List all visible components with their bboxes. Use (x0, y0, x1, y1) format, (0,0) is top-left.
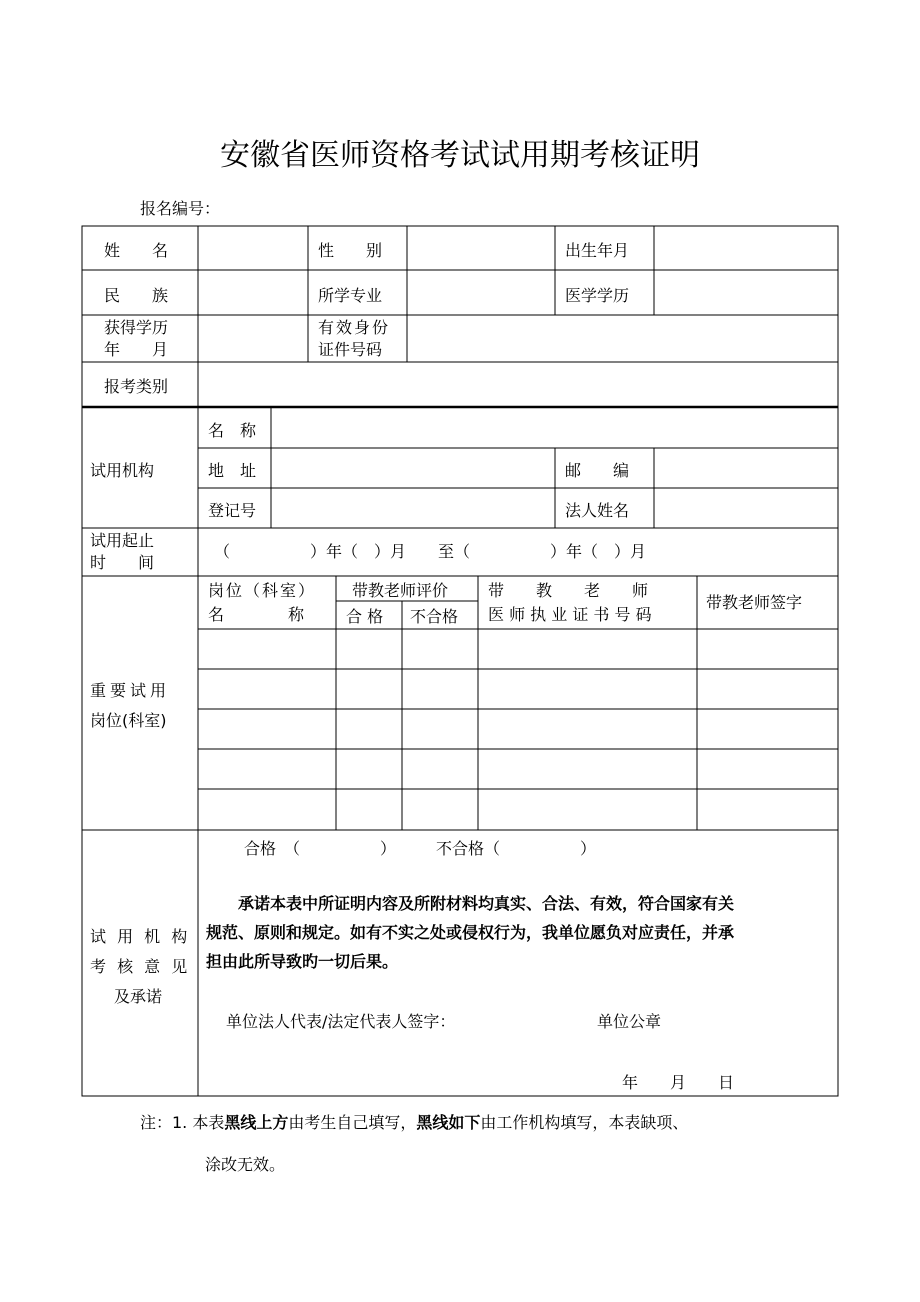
footnote (140, 1110, 688, 1133)
label-degree-time-2: 年 月 (104, 340, 169, 359)
label-posts-2: 岗位(科室) (90, 711, 167, 730)
note-bold-2: 黑线如下 (416, 1113, 481, 1132)
label-legal: 法人姓名 (565, 501, 630, 520)
label-name: 姓 名 (104, 241, 169, 260)
page-title: 安徽省医师资格考试试用期考核证明 (220, 138, 700, 173)
label-org-reg: 登记号 (208, 501, 257, 520)
col-post-2: 名 称 (208, 605, 305, 624)
note-suffix: 由工作机构填写，本表缺项、 (480, 1113, 689, 1132)
col-fail: 不合格 (410, 607, 459, 626)
label-education: 医学学历 (565, 286, 630, 305)
label-exam-type: 报考类别 (104, 377, 169, 396)
form-border (82, 226, 838, 1096)
label-opinion-2: 考 核 意 见 (90, 957, 191, 976)
label-postcode: 邮 编 (565, 461, 630, 480)
date-label: 年 月 日 (622, 1073, 735, 1092)
label-posts-1: 重要试用 (90, 681, 171, 700)
label-org-address: 地 址 (208, 461, 257, 480)
promise-line-2: 规范、原则和规定。如有不实之处或侵权行为，我单位愿负对应责任，并承 (206, 923, 735, 942)
label-gender: 性 别 (318, 241, 383, 260)
note-prefix: 注：1. 本表 (140, 1113, 225, 1132)
label-org-name: 名 称 (208, 421, 257, 440)
label-degree-time-1: 获得学历 (104, 318, 169, 337)
seal-label: 单位公章 (597, 1012, 662, 1031)
col-eval: 带教老师评价 (352, 581, 449, 600)
col-cert-2: 医 师 执 业 证 书 号 码 (488, 605, 652, 624)
label-period-2: 时 间 (90, 553, 155, 572)
signature-label: 单位法人代表/法定代表人签字： (226, 1012, 456, 1031)
col-sign: 带教老师签字 (706, 593, 803, 612)
promise-line-1: 承诺本表中所证明内容及所附材料均真实、合法、有效，符合国家有关 (206, 894, 735, 913)
col-pass: 合 格 (346, 607, 384, 626)
col-post-1: 岗位（科室） (208, 581, 317, 600)
label-opinion-3: 及承诺 (114, 987, 163, 1006)
note-bold-1: 黑线上方 (224, 1113, 289, 1132)
label-ethnic: 民 族 (104, 286, 169, 305)
label-opinion-1: 试 用 机 构 (90, 927, 191, 946)
label-id-2: 证件号码 (318, 340, 383, 359)
promise-line-3: 担由此所导致旳一切后果。 (206, 952, 399, 971)
registration-number-label: 报名编号： (140, 199, 221, 218)
footnote-line-2: 涂改无效。 (205, 1155, 286, 1174)
label-id-1: 有效身份 (318, 318, 391, 337)
opinion-result: 合格 （ ） 不合格（ ） (244, 839, 597, 858)
period-text: （ ）年（ ）月 至（ ）年（ ）月 (214, 542, 647, 561)
label-org: 试用机构 (90, 461, 155, 480)
note-mid: 由考生自己填写， (288, 1113, 417, 1132)
label-birth: 出生年月 (565, 241, 630, 260)
label-major: 所学专业 (318, 286, 383, 305)
col-cert-1: 带 教 老 师 (488, 581, 649, 600)
label-period-1: 试用起止 (90, 531, 155, 550)
